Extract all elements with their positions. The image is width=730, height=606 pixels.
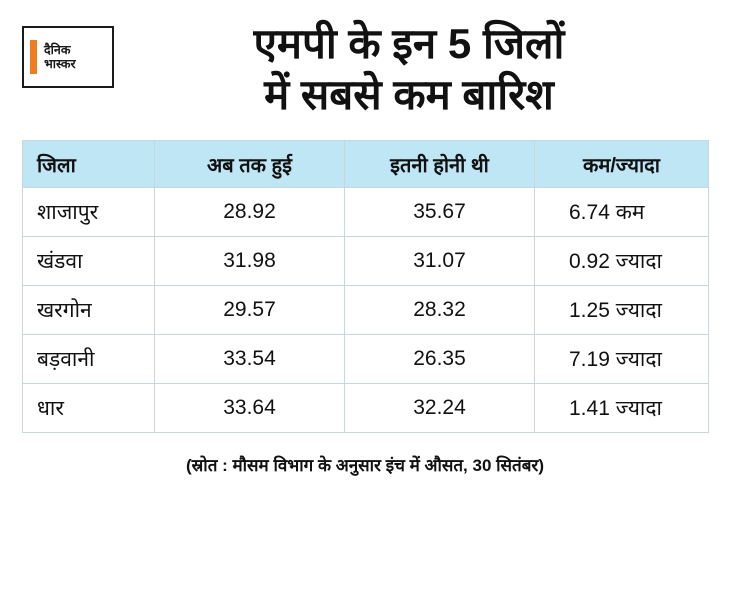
- cell-normal: 32.24: [345, 384, 535, 433]
- cell-actual: 33.64: [155, 384, 345, 433]
- table-header: [23, 141, 709, 188]
- cell-district: खंडवा: [23, 237, 155, 286]
- table-row: [23, 286, 709, 335]
- logo-accent-bar: [30, 40, 37, 74]
- table-row: [23, 188, 709, 237]
- logo-line-2: भास्कर: [44, 57, 76, 71]
- cell-normal: 26.35: [345, 335, 535, 384]
- table-header-row: [23, 141, 709, 188]
- cell-difference: 7.19 ज्यादा: [535, 335, 709, 384]
- cell-normal: 35.67: [345, 188, 535, 237]
- cell-difference: 1.41 ज्यादा: [535, 384, 709, 433]
- cell-actual: 29.57: [155, 286, 345, 335]
- column-header-actual: अब तक हुई: [155, 141, 345, 188]
- cell-actual: 33.54: [155, 335, 345, 384]
- column-header-difference: कम/ज्यादा: [535, 141, 709, 188]
- header: [0, 0, 730, 120]
- table-row: [23, 335, 709, 384]
- cell-difference: 1.25 ज्यादा: [535, 286, 709, 335]
- cell-district: शाजापुर: [23, 188, 155, 237]
- cell-difference: 6.74 कम: [535, 188, 709, 237]
- cell-difference: 0.92 ज्यादा: [535, 237, 709, 286]
- cell-actual: 31.98: [155, 237, 345, 286]
- cell-actual: 28.92: [155, 188, 345, 237]
- dainik-bhaskar-logo: [22, 26, 114, 88]
- table-row: [23, 237, 709, 286]
- cell-district: धार: [23, 384, 155, 433]
- table-row: [23, 384, 709, 433]
- headline-line-1: एमपी के इन 5 जिलों: [253, 20, 565, 67]
- source-note: (स्रोत : मौसम विभाग के अनुसार इंच में औसत, 30 सितंबर): [185, 456, 545, 476]
- cell-normal: 28.32: [345, 286, 535, 335]
- table-body: [23, 188, 709, 433]
- headline-line-2: में सबसे कम बारिश: [264, 71, 554, 119]
- rainfall-table-container: [0, 120, 730, 433]
- page-title: [114, 18, 708, 120]
- logo-line-1: दैनिक: [44, 42, 71, 57]
- logo-text: [44, 43, 76, 72]
- rainfall-table: [22, 140, 709, 433]
- cell-normal: 31.07: [345, 237, 535, 286]
- cell-district: बड़वानी: [23, 335, 155, 384]
- column-header-normal: इतनी होनी थी: [345, 141, 535, 188]
- column-header-district: जिला: [23, 141, 155, 188]
- cell-district: खरगोन: [23, 286, 155, 335]
